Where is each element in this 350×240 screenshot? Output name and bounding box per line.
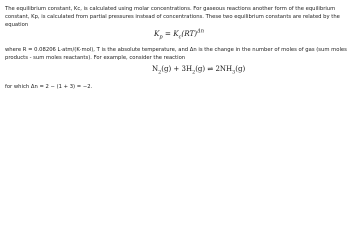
delta-n-text: for which Δn = 2 − (1 + 3) = −2. <box>5 84 93 90</box>
reaction-equation <box>152 65 246 76</box>
equation-kp: $K_p = K_c(RT)^{\Delta n}$ <box>154 28 204 41</box>
definitions-paragraph <box>5 46 347 62</box>
definitions-text: where R = 0.08206 L·atm/(K·mol), T is the absolute temperature, and Δn is the change in the number of moles of gas (sum moles products - sum moles reactants). For example, consider the reaction <box>5 47 347 61</box>
equation-reaction: $N_2(g) + 3H_2(g)$ ⇌ $2NH_3(g)$ <box>152 65 246 76</box>
kp-kc-equation <box>154 28 204 41</box>
document-page <box>0 0 350 98</box>
intro-text: The equilibrium constant, Kc, is calculated using molar concentrations. For gaseous reactions another form of the equilibrium constant, Kp, is calculated from partial pressures instead of concentrations. These two equilibrium constants are related by the equation <box>5 6 340 28</box>
delta-n-paragraph <box>5 83 347 91</box>
intro-paragraph <box>5 5 347 29</box>
